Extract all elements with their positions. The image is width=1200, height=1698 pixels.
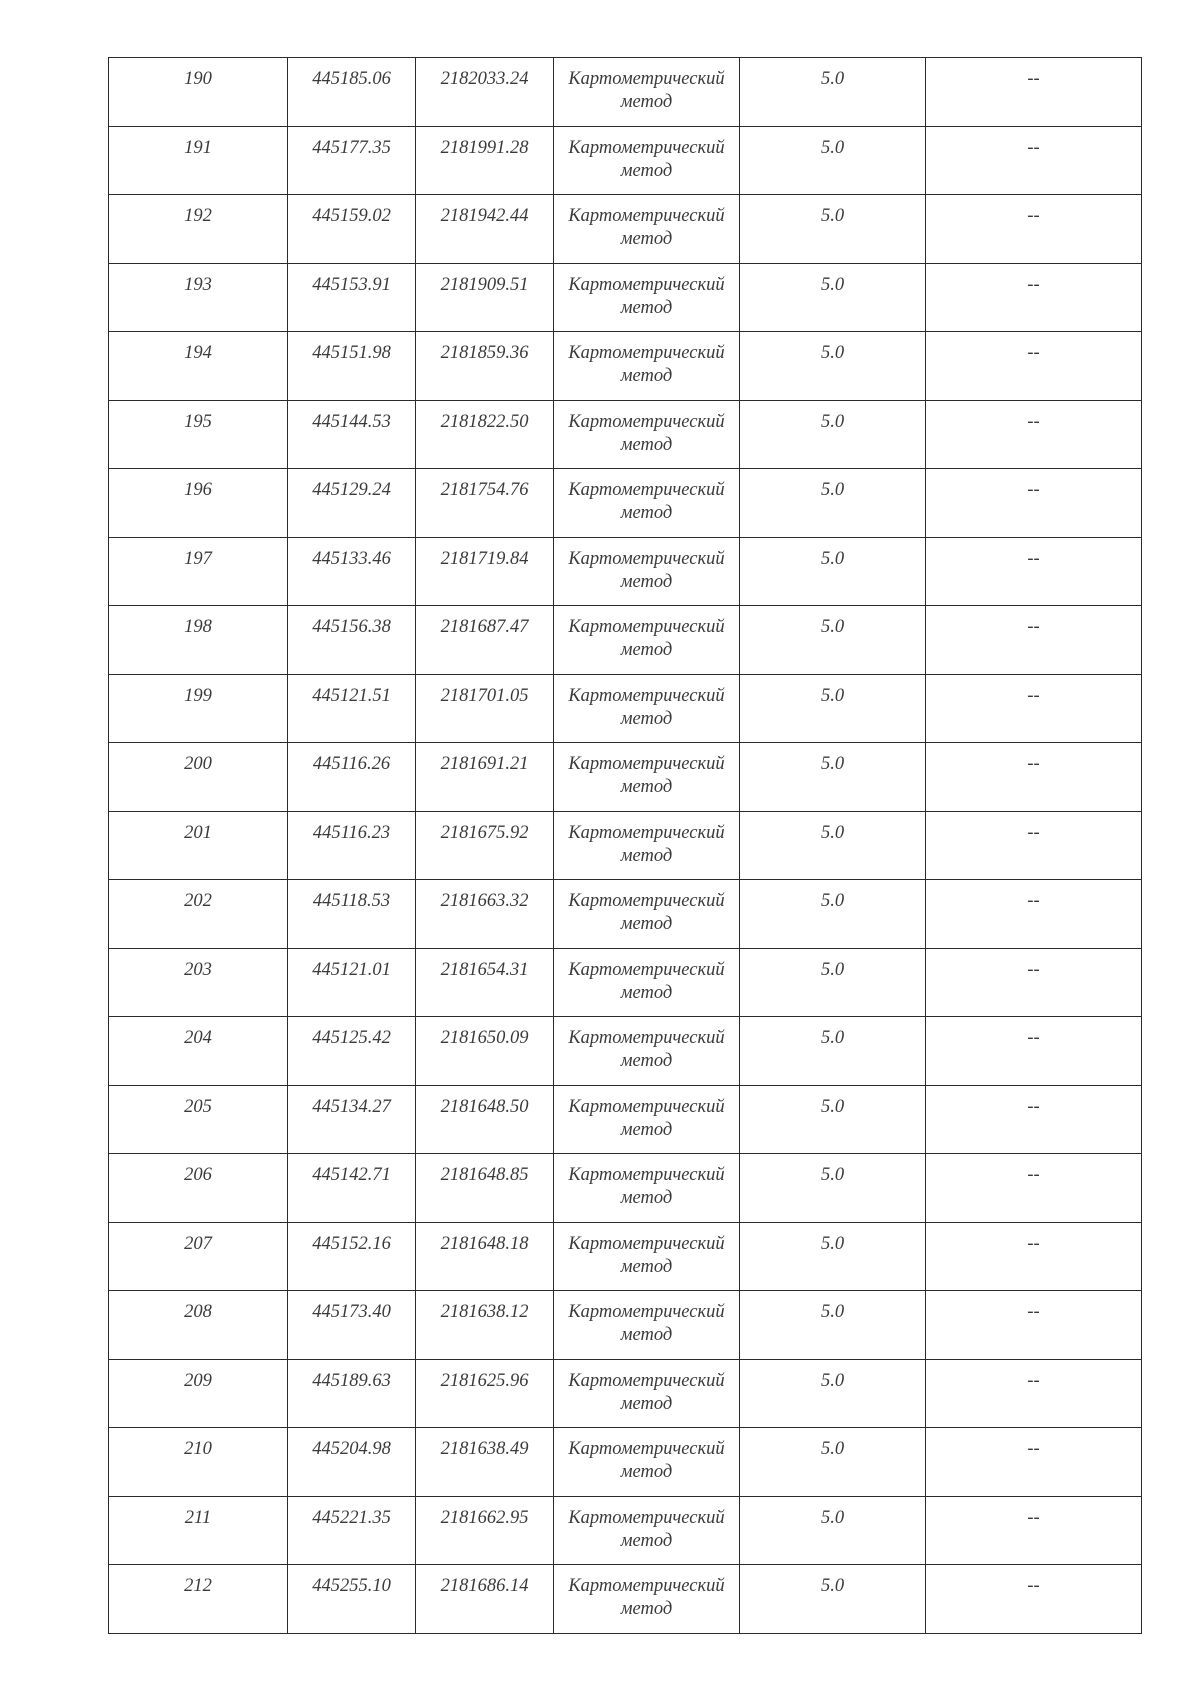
table-row bbox=[109, 332, 1142, 401]
y-coordinate-cell: 2181691.21 bbox=[416, 743, 554, 812]
table-row bbox=[109, 880, 1142, 949]
x-coordinate-cell: 445185.06 bbox=[288, 58, 416, 127]
method-cell: Картометрический метод bbox=[554, 195, 740, 264]
note-cell: -- bbox=[926, 263, 1142, 332]
note-cell: -- bbox=[926, 1565, 1142, 1634]
method-cell: Картометрический метод bbox=[554, 743, 740, 812]
note-cell: -- bbox=[926, 948, 1142, 1017]
y-coordinate-cell: 2181648.50 bbox=[416, 1085, 554, 1154]
table-row bbox=[109, 1222, 1142, 1291]
coordinates-table bbox=[108, 57, 1142, 1634]
point-number-cell: 211 bbox=[109, 1496, 288, 1565]
accuracy-cell: 5.0 bbox=[740, 469, 926, 538]
method-cell: Картометрический метод bbox=[554, 263, 740, 332]
note-cell: -- bbox=[926, 58, 1142, 127]
table-row bbox=[109, 674, 1142, 743]
method-cell: Картометрический метод bbox=[554, 880, 740, 949]
x-coordinate-cell: 445116.23 bbox=[288, 811, 416, 880]
x-coordinate-cell: 445133.46 bbox=[288, 537, 416, 606]
y-coordinate-cell: 2181991.28 bbox=[416, 126, 554, 195]
x-coordinate-cell: 445121.51 bbox=[288, 674, 416, 743]
note-cell: -- bbox=[926, 1085, 1142, 1154]
accuracy-cell: 5.0 bbox=[740, 332, 926, 401]
accuracy-cell: 5.0 bbox=[740, 1154, 926, 1223]
y-coordinate-cell: 2181675.92 bbox=[416, 811, 554, 880]
y-coordinate-cell: 2181909.51 bbox=[416, 263, 554, 332]
x-coordinate-cell: 445121.01 bbox=[288, 948, 416, 1017]
x-coordinate-cell: 445221.35 bbox=[288, 1496, 416, 1565]
method-cell: Картометрический метод bbox=[554, 1428, 740, 1497]
x-coordinate-cell: 445153.91 bbox=[288, 263, 416, 332]
point-number-cell: 200 bbox=[109, 743, 288, 812]
accuracy-cell: 5.0 bbox=[740, 1017, 926, 1086]
point-number-cell: 205 bbox=[109, 1085, 288, 1154]
accuracy-cell: 5.0 bbox=[740, 880, 926, 949]
method-cell: Картометрический метод bbox=[554, 58, 740, 127]
y-coordinate-cell: 2181687.47 bbox=[416, 606, 554, 675]
x-coordinate-cell: 445125.42 bbox=[288, 1017, 416, 1086]
table-row bbox=[109, 1291, 1142, 1360]
x-coordinate-cell: 445116.26 bbox=[288, 743, 416, 812]
note-cell: -- bbox=[926, 1222, 1142, 1291]
accuracy-cell: 5.0 bbox=[740, 674, 926, 743]
note-cell: -- bbox=[926, 1154, 1142, 1223]
accuracy-cell: 5.0 bbox=[740, 1291, 926, 1360]
point-number-cell: 202 bbox=[109, 880, 288, 949]
point-number-cell: 193 bbox=[109, 263, 288, 332]
y-coordinate-cell: 2182033.24 bbox=[416, 58, 554, 127]
method-cell: Картометрический метод bbox=[554, 1085, 740, 1154]
method-cell: Картометрический метод bbox=[554, 1154, 740, 1223]
accuracy-cell: 5.0 bbox=[740, 1359, 926, 1428]
y-coordinate-cell: 2181942.44 bbox=[416, 195, 554, 264]
note-cell: -- bbox=[926, 537, 1142, 606]
x-coordinate-cell: 445177.35 bbox=[288, 126, 416, 195]
point-number-cell: 195 bbox=[109, 400, 288, 469]
point-number-cell: 203 bbox=[109, 948, 288, 1017]
table-row bbox=[109, 1017, 1142, 1086]
table-row bbox=[109, 58, 1142, 127]
note-cell: -- bbox=[926, 674, 1142, 743]
y-coordinate-cell: 2181754.76 bbox=[416, 469, 554, 538]
table-row bbox=[109, 1496, 1142, 1565]
note-cell: -- bbox=[926, 1428, 1142, 1497]
x-coordinate-cell: 445129.24 bbox=[288, 469, 416, 538]
y-coordinate-cell: 2181625.96 bbox=[416, 1359, 554, 1428]
y-coordinate-cell: 2181663.32 bbox=[416, 880, 554, 949]
table-row bbox=[109, 195, 1142, 264]
point-number-cell: 212 bbox=[109, 1565, 288, 1634]
point-number-cell: 199 bbox=[109, 674, 288, 743]
point-number-cell: 194 bbox=[109, 332, 288, 401]
x-coordinate-cell: 445134.27 bbox=[288, 1085, 416, 1154]
y-coordinate-cell: 2181686.14 bbox=[416, 1565, 554, 1634]
note-cell: -- bbox=[926, 195, 1142, 264]
accuracy-cell: 5.0 bbox=[740, 811, 926, 880]
x-coordinate-cell: 445142.71 bbox=[288, 1154, 416, 1223]
point-number-cell: 206 bbox=[109, 1154, 288, 1223]
method-cell: Картометрический метод bbox=[554, 332, 740, 401]
table-row bbox=[109, 1565, 1142, 1634]
table-row bbox=[109, 263, 1142, 332]
point-number-cell: 197 bbox=[109, 537, 288, 606]
note-cell: -- bbox=[926, 1496, 1142, 1565]
method-cell: Картометрический метод bbox=[554, 1222, 740, 1291]
x-coordinate-cell: 445118.53 bbox=[288, 880, 416, 949]
y-coordinate-cell: 2181719.84 bbox=[416, 537, 554, 606]
y-coordinate-cell: 2181662.95 bbox=[416, 1496, 554, 1565]
method-cell: Картометрический метод bbox=[554, 1565, 740, 1634]
y-coordinate-cell: 2181859.36 bbox=[416, 332, 554, 401]
point-number-cell: 198 bbox=[109, 606, 288, 675]
point-number-cell: 210 bbox=[109, 1428, 288, 1497]
point-number-cell: 208 bbox=[109, 1291, 288, 1360]
method-cell: Картометрический метод bbox=[554, 811, 740, 880]
method-cell: Картометрический метод bbox=[554, 1496, 740, 1565]
point-number-cell: 201 bbox=[109, 811, 288, 880]
table-row bbox=[109, 126, 1142, 195]
y-coordinate-cell: 2181701.05 bbox=[416, 674, 554, 743]
table-row bbox=[109, 400, 1142, 469]
note-cell: -- bbox=[926, 1017, 1142, 1086]
note-cell: -- bbox=[926, 743, 1142, 812]
accuracy-cell: 5.0 bbox=[740, 195, 926, 264]
note-cell: -- bbox=[926, 811, 1142, 880]
note-cell: -- bbox=[926, 126, 1142, 195]
method-cell: Картометрический метод bbox=[554, 1291, 740, 1360]
note-cell: -- bbox=[926, 332, 1142, 401]
note-cell: -- bbox=[926, 606, 1142, 675]
table-row bbox=[109, 1428, 1142, 1497]
point-number-cell: 196 bbox=[109, 469, 288, 538]
accuracy-cell: 5.0 bbox=[740, 743, 926, 812]
accuracy-cell: 5.0 bbox=[740, 1428, 926, 1497]
accuracy-cell: 5.0 bbox=[740, 1565, 926, 1634]
accuracy-cell: 5.0 bbox=[740, 1496, 926, 1565]
table-row bbox=[109, 948, 1142, 1017]
table-row bbox=[109, 1154, 1142, 1223]
method-cell: Картометрический метод bbox=[554, 537, 740, 606]
x-coordinate-cell: 445159.02 bbox=[288, 195, 416, 264]
x-coordinate-cell: 445189.63 bbox=[288, 1359, 416, 1428]
table-row bbox=[109, 606, 1142, 675]
accuracy-cell: 5.0 bbox=[740, 537, 926, 606]
accuracy-cell: 5.0 bbox=[740, 606, 926, 675]
x-coordinate-cell: 445151.98 bbox=[288, 332, 416, 401]
method-cell: Картометрический метод bbox=[554, 469, 740, 538]
method-cell: Картометрический метод bbox=[554, 948, 740, 1017]
x-coordinate-cell: 445204.98 bbox=[288, 1428, 416, 1497]
y-coordinate-cell: 2181822.50 bbox=[416, 400, 554, 469]
table-row bbox=[109, 1359, 1142, 1428]
accuracy-cell: 5.0 bbox=[740, 400, 926, 469]
note-cell: -- bbox=[926, 400, 1142, 469]
accuracy-cell: 5.0 bbox=[740, 948, 926, 1017]
table-row bbox=[109, 537, 1142, 606]
point-number-cell: 191 bbox=[109, 126, 288, 195]
point-number-cell: 204 bbox=[109, 1017, 288, 1086]
y-coordinate-cell: 2181654.31 bbox=[416, 948, 554, 1017]
point-number-cell: 192 bbox=[109, 195, 288, 264]
method-cell: Картометрический метод bbox=[554, 400, 740, 469]
method-cell: Картометрический метод bbox=[554, 1017, 740, 1086]
method-cell: Картометрический метод bbox=[554, 126, 740, 195]
y-coordinate-cell: 2181638.49 bbox=[416, 1428, 554, 1497]
note-cell: -- bbox=[926, 469, 1142, 538]
accuracy-cell: 5.0 bbox=[740, 263, 926, 332]
accuracy-cell: 5.0 bbox=[740, 126, 926, 195]
y-coordinate-cell: 2181648.18 bbox=[416, 1222, 554, 1291]
x-coordinate-cell: 445152.16 bbox=[288, 1222, 416, 1291]
note-cell: -- bbox=[926, 1291, 1142, 1360]
point-number-cell: 209 bbox=[109, 1359, 288, 1428]
point-number-cell: 190 bbox=[109, 58, 288, 127]
method-cell: Картометрический метод bbox=[554, 606, 740, 675]
table-row bbox=[109, 1085, 1142, 1154]
x-coordinate-cell: 445255.10 bbox=[288, 1565, 416, 1634]
x-coordinate-cell: 445173.40 bbox=[288, 1291, 416, 1360]
table-body bbox=[109, 58, 1142, 1634]
accuracy-cell: 5.0 bbox=[740, 1085, 926, 1154]
x-coordinate-cell: 445156.38 bbox=[288, 606, 416, 675]
method-cell: Картометрический метод bbox=[554, 1359, 740, 1428]
x-coordinate-cell: 445144.53 bbox=[288, 400, 416, 469]
table-row bbox=[109, 811, 1142, 880]
accuracy-cell: 5.0 bbox=[740, 58, 926, 127]
y-coordinate-cell: 2181648.85 bbox=[416, 1154, 554, 1223]
point-number-cell: 207 bbox=[109, 1222, 288, 1291]
table-row bbox=[109, 743, 1142, 812]
accuracy-cell: 5.0 bbox=[740, 1222, 926, 1291]
method-cell: Картометрический метод bbox=[554, 674, 740, 743]
y-coordinate-cell: 2181650.09 bbox=[416, 1017, 554, 1086]
table-row bbox=[109, 469, 1142, 538]
y-coordinate-cell: 2181638.12 bbox=[416, 1291, 554, 1360]
note-cell: -- bbox=[926, 1359, 1142, 1428]
note-cell: -- bbox=[926, 880, 1142, 949]
